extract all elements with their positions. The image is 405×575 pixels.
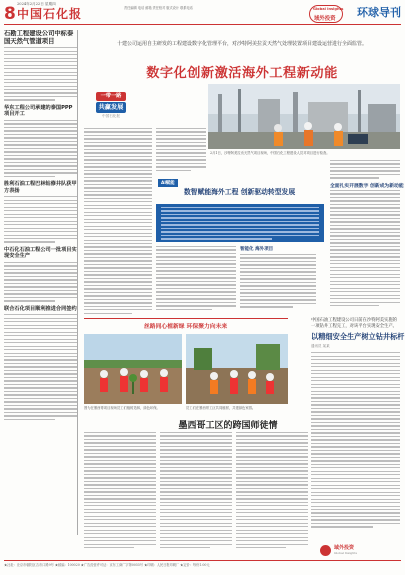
article-column — [240, 254, 316, 316]
drilling-author: 通讯员 某某 — [311, 344, 330, 349]
news-brief — [4, 306, 77, 420]
ai-feature-banner — [156, 176, 324, 202]
article-lead: 十建公司运用自主研发的工程建设数字化管理平台，对沙特阿美拉贡天然气处理装置项目建设运营进行全面监管。 — [116, 41, 367, 47]
main-headline: 数字化创新激活海外工程新动能 — [146, 66, 338, 81]
brief-text — [4, 262, 77, 302]
brand-chinese: 域外投资 — [314, 16, 336, 22]
ai-feature-box — [156, 204, 324, 242]
article-column — [84, 128, 152, 316]
section-logo — [320, 543, 400, 557]
article-column — [330, 190, 400, 316]
article-subhead: 智能化 海外项目 — [240, 247, 274, 252]
globe-icon — [320, 545, 331, 556]
drilling-text — [311, 352, 400, 528]
article-text — [156, 128, 206, 171]
emblem-main-label: 共赢发展 — [96, 102, 126, 113]
article-text — [240, 254, 316, 308]
ai-feature-title: 数智赋能海外工程 创新驱动转型发展 — [184, 188, 296, 196]
belt-road-emblem — [96, 92, 126, 122]
emblem-sub-label: 中国石化报 — [102, 114, 120, 118]
brief-title: 华东工程公司承建的泰国PPP项目开工 — [4, 104, 73, 118]
article-text — [156, 246, 236, 310]
brief-text — [4, 120, 77, 177]
news-brief — [4, 181, 77, 243]
ai-feature-text — [161, 207, 319, 240]
global-insights-logo — [309, 5, 343, 23]
drilling-headline: 以精细安全生产树立钻井标杆 — [311, 332, 405, 342]
section-title: 环球导刊 — [357, 6, 401, 19]
article-text — [330, 190, 400, 306]
brief-text — [4, 196, 77, 243]
refinery-photo — [208, 84, 400, 149]
brief-title: 联合石化项目顺利推进合同签约 — [4, 305, 77, 312]
article-column — [330, 160, 400, 180]
ai-tag: AI赋能 — [158, 179, 178, 187]
article-text — [84, 128, 152, 314]
news-brief — [4, 247, 77, 302]
page-number: 8 — [4, 4, 16, 24]
masthead — [4, 3, 401, 25]
tree-planting-photo-2 — [186, 334, 288, 404]
brand-english: Global Insights — [313, 7, 344, 11]
article-text — [236, 432, 308, 548]
brief-title: 石勘工程建设公司中标泰国天然气管道项目 — [4, 30, 74, 45]
drilling-safety-article — [311, 318, 405, 530]
photo-caption: 图为在墨西哥项目现场员工们植树造林，绿色环保。 — [84, 406, 160, 410]
page-footer: ★社址：北京市朝阳区吉市口路9号 ★邮编：100020 ★广告经营许可证：京东工商广字第0055号 ★印刷：人民日报印刷厂 ★定价：每份1.00元 — [4, 560, 401, 570]
article-text — [84, 432, 156, 548]
photo-caption: 员工们在墨西哥工区共同植树，共建绿色家园。 — [186, 406, 256, 410]
drilling-lede: 中国石油工程建设公司日前在沙特阿美实施的一项钻井工程完工，对该平台实现安全生产。 — [311, 318, 397, 329]
article-column — [160, 432, 232, 556]
brief-text — [4, 47, 77, 101]
brief-text — [4, 314, 77, 420]
green-belt-banner — [84, 318, 288, 330]
article-column — [84, 432, 156, 556]
issue-date: 2024年2月22日 星期四 — [17, 2, 56, 6]
green-belt-title: 丝路同心植新绿 环保聚力向未来 — [144, 324, 228, 330]
ad-title: 域外投资 — [334, 545, 355, 551]
article-column — [156, 246, 236, 316]
emblem-top-label: 一带一路 — [96, 92, 126, 101]
article-text — [330, 160, 400, 179]
article-column — [236, 432, 308, 556]
ad-subtitle: Global Insights — [334, 551, 357, 555]
article-subhead: 全面扎实开展数字 创新成为新动能 — [330, 184, 404, 189]
news-brief — [4, 30, 77, 101]
paper-name: 中国石化报 — [17, 7, 83, 21]
article-column — [156, 128, 206, 174]
tree-planting-photo — [84, 334, 182, 404]
photo-caption: 2月1日，沙特阿美拉贡天然气项目现场，中国石化工程建设人员对项目进行检查。 — [210, 151, 330, 155]
brief-title: 胜利石油工程巴林钻修井队获甲方表扬 — [4, 180, 77, 194]
left-news-column — [4, 30, 78, 535]
mexico-article-title: 墨西哥工区的跨国师徒情 — [178, 421, 278, 431]
article-text — [160, 432, 232, 548]
news-brief — [4, 105, 77, 177]
brief-title: 中石化石油工程公司一批项目实现安全生产 — [4, 246, 77, 260]
masthead-info: 责任编辑 电话 邮箱 责任校对 版式设计 联系电话 — [124, 6, 193, 10]
